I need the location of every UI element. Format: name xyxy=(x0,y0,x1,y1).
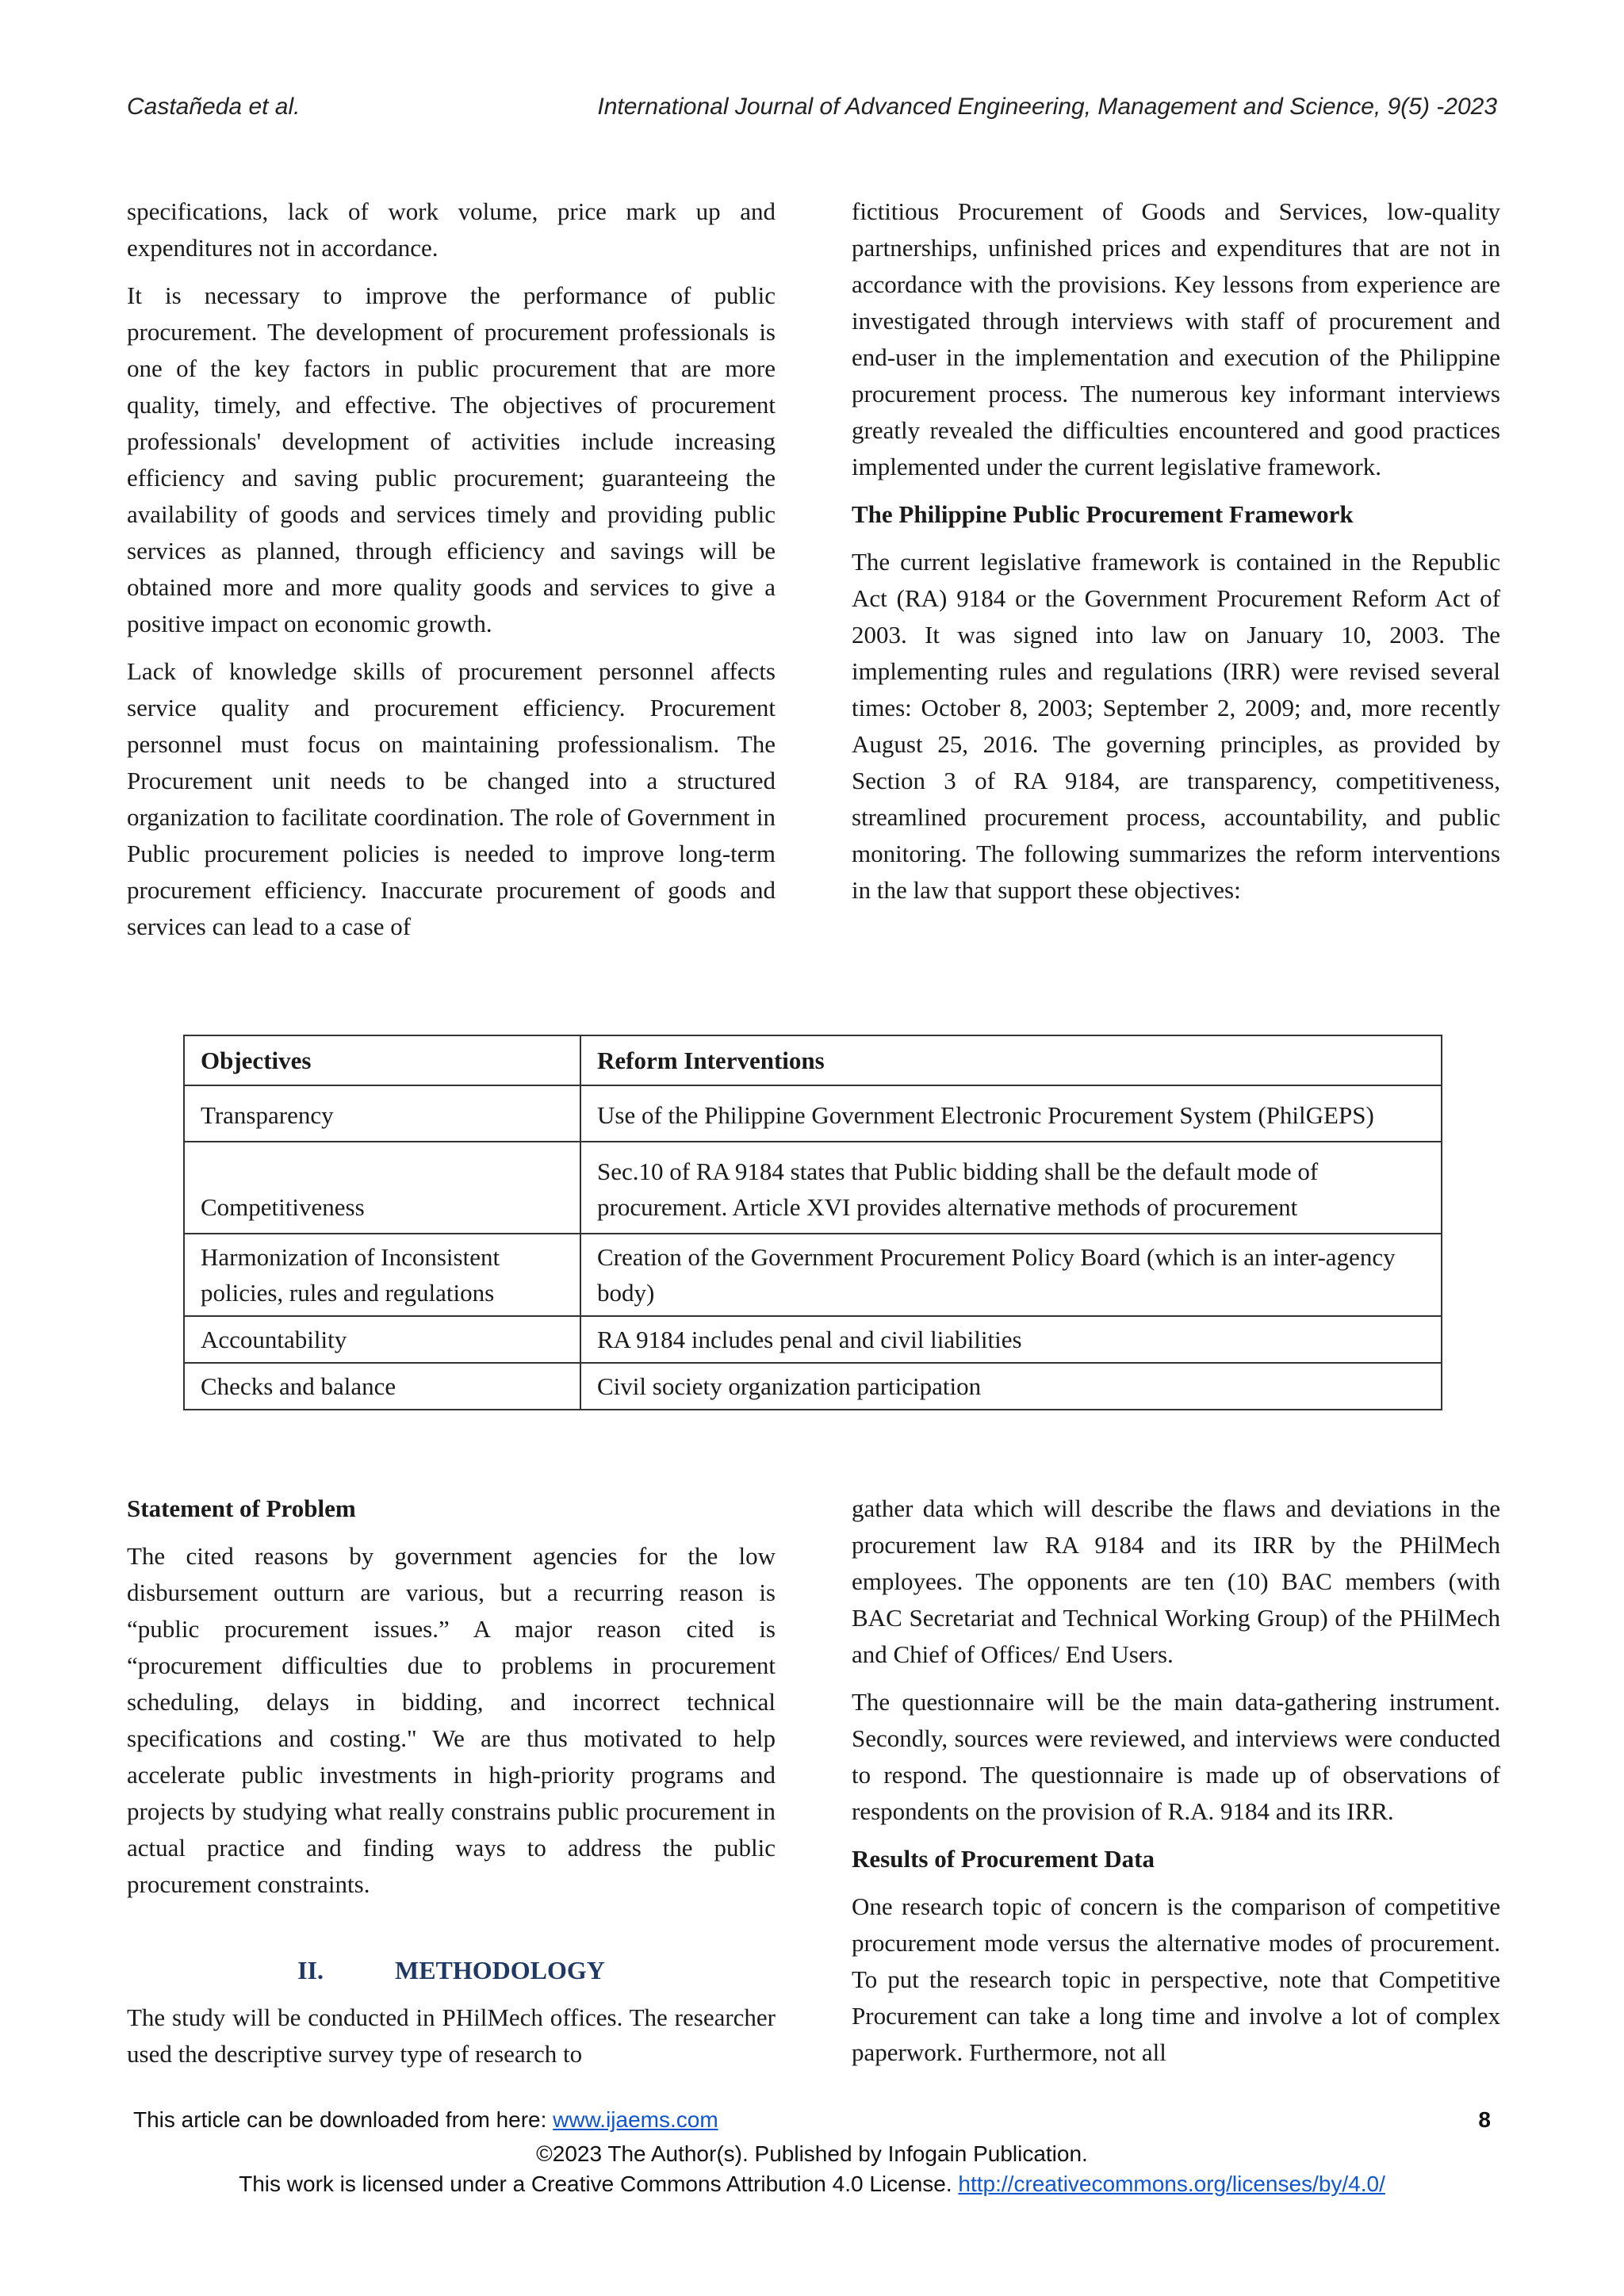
table-header-cell: Reform Interventions xyxy=(580,1035,1442,1085)
section-title: METHODOLOGY xyxy=(395,1956,605,1984)
license-text: This work is licensed under a Creative Commons Attribution 4.0 License. xyxy=(239,2172,959,2196)
bottom-right-column xyxy=(852,1490,1500,2082)
page-footer xyxy=(133,2107,1491,2199)
subsection-heading: Results of Procurement Data xyxy=(852,1845,1155,1873)
table-cell: Checks and balance xyxy=(184,1363,580,1410)
paragraph: It is necessary to improve the performance of public procurement. The development of procurement professionals is one of the key factors in public procurement that are more quality, timely, and effective. The objectives of procurement professionals' development of activities include increasing efficiency and saving public procurement; guaranteeing the availability of goods and services timely and providing public services as planned, through efficiency and savings will be obtained more and more quality goods and services to give a positive impact on economic growth. xyxy=(127,281,776,637)
license-line xyxy=(133,2169,1491,2199)
table-header-row xyxy=(184,1035,1442,1085)
download-text: This article can be downloaded from here: xyxy=(133,2107,553,2132)
table-row xyxy=(184,1234,1442,1316)
table-cell: Creation of the Government Procurement Policy Board (which is an inter-agency body) xyxy=(580,1234,1442,1316)
table-row xyxy=(184,1142,1442,1234)
table-row xyxy=(184,1363,1442,1410)
table-header-cell: Objectives xyxy=(184,1035,580,1085)
table-cell: Accountability xyxy=(184,1316,580,1363)
running-header xyxy=(127,94,1497,133)
table-row xyxy=(184,1085,1442,1142)
copyright-line: ©2023 The Author(s). Published by Infogain Publication. xyxy=(536,2141,1088,2166)
license-link[interactable]: http://creativecommons.org/licenses/by/4.0/ xyxy=(958,2172,1385,2196)
table-cell: Competitiveness xyxy=(184,1142,580,1234)
table-cell: Transparency xyxy=(184,1085,580,1142)
table-cell: Civil society organization participation xyxy=(580,1363,1442,1410)
table-row xyxy=(184,1316,1442,1363)
section-number: II. xyxy=(297,1956,324,1984)
paragraph: The cited reasons by government agencies for the low disbursement outturn are various, but a recurring reason is “public procurement issues.” A major reason cited is “procurement difficulties due to problems in procurement scheduling, delays in bidding, and incorrect technical specifications and costing." We are thus motivated to help accelerate public investments in high-priority programs and projects by studying what really constrains public procurement in actual practice and finding ways to address the public procurement constraints. xyxy=(127,1542,776,1898)
paragraph: The questionnaire will be the main data-gathering instrument. Secondly, sources were reviewed, and interviews were conducted to respond. The questionnaire is made up of observations of respondents on the provision of R.A. 9184 and its IRR. xyxy=(852,1688,1500,1825)
table-cell: Harmonization of Inconsistent policies, rules and regulations xyxy=(184,1234,580,1316)
header-journal: International Journal of Advanced Engineering, Management and Science, 9(5) -2023 xyxy=(597,94,1497,120)
reform-interventions-table xyxy=(183,1035,1442,1410)
paragraph: specifications, lack of work volume, price mark up and expenditures not in accordance. xyxy=(127,197,776,262)
table-cell: Use of the Philippine Government Electronic Procurement System (PhilGEPS) xyxy=(580,1085,1442,1142)
table-cell: Sec.10 of RA 9184 states that Public bidding shall be the default mode of procurement. Article XVI provides alternative methods of procurement xyxy=(580,1142,1442,1234)
paragraph: gather data which will describe the flaws and deviations in the procurement law RA 9184 and its IRR by the PHilMech employees. The opponents are ten (10) BAC members (with BAC Secretariat and Technical Working Group) of the PHilMech and Chief of Offices/ End Users. xyxy=(852,1494,1500,1668)
download-note xyxy=(133,2107,718,2133)
paragraph: One research topic of concern is the comparison of competitive procurement mode versus the alternative modes of procurement. To put the research topic in perspective, note that Competitive Procurement can take a long time and involve a lot of complex paperwork. Furthermore, not all xyxy=(852,1892,1500,2066)
paragraph: The current legislative framework is contained in the Republic Act (RA) 9184 or the Government Procurement Reform Act of 2003. It was signed into law on January 10, 2003. The implementing rules and regulations (IRR) were revised several times: October 8, 2003; September 2, 2009; and, more recently August 25, 2016. The governing principles, as provided by Section 3 of RA 9184, are transparency, competitiveness, streamlined procurement process, accountability, and public monitoring. The following summarizes the reform interventions in the law that support these objectives: xyxy=(852,548,1500,904)
page-number: 8 xyxy=(1478,2107,1491,2132)
top-left-column xyxy=(127,193,776,956)
bottom-left-column xyxy=(127,1490,776,2084)
paragraph: fictitious Procurement of Goods and Services, low-quality partnerships, unfinished prices and expenditures that are not in accordance with the provisions. Key lessons from experience are investigated through interviews with staff of procurement and end-user in the implementation and execution of the Philippine procurement process. The numerous key informant interviews greatly revealed the difficulties encountered and good practices implemented under the current legislative framework. xyxy=(852,197,1500,480)
journal-link[interactable]: www.ijaems.com xyxy=(553,2107,718,2132)
header-authors: Castañeda et al. xyxy=(127,94,301,120)
paragraph: The study will be conducted in PHilMech offices. The researcher used the descriptive survey type of research to xyxy=(127,2003,776,2068)
top-right-column xyxy=(852,193,1500,920)
subsection-heading: Statement of Problem xyxy=(127,1494,356,1522)
table-cell: RA 9184 includes penal and civil liabilities xyxy=(580,1316,1442,1363)
paragraph: Lack of knowledge skills of procurement personnel affects service quality and procurement efficiency. Procurement personnel must focus on maintaining professionalism. The Procurement unit needs to be changed into a structured organization to facilitate coordination. The role of Government in Public procurement policies is needed to improve long-term procurement efficiency. Inaccurate procurement of goods and services can lead to a case of xyxy=(127,657,776,940)
subsection-heading: The Philippine Public Procurement Framework xyxy=(852,500,1354,528)
section-heading xyxy=(127,1952,776,1988)
